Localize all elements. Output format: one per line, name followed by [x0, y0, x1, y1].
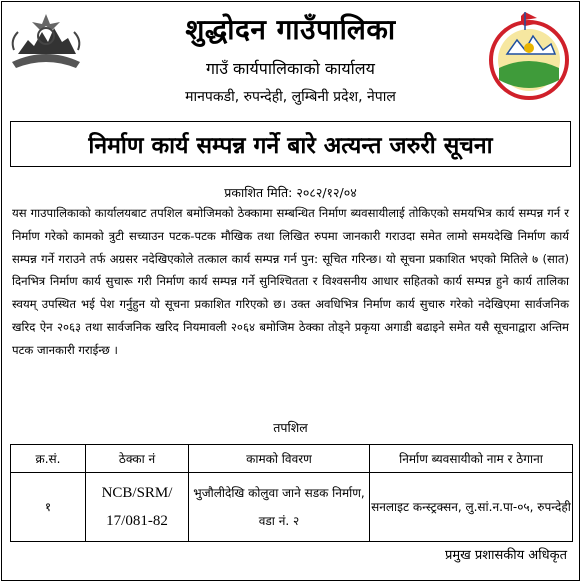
municipality-logo-icon [485, 10, 573, 102]
col-sn: क्र.सं. [11, 445, 86, 473]
col-work: कामको विवरण [189, 445, 370, 473]
table-row [11, 473, 573, 542]
office-address: मानपकडी, रुपन्देही, लुम्बिनी प्रदेश, नेपाल [185, 89, 396, 105]
cell-contractor: सनलाइट कन्स्ट्रक्सन, लु.सां.न.पा-०५, रुपन्देही [370, 473, 573, 542]
signature-designation: प्रमुख प्रशासकीय अधिकृत [444, 548, 567, 563]
col-contract-no: ठेक्का नं [86, 445, 189, 473]
cell-sn: १ [11, 473, 86, 542]
published-date-value: २०८२/१२/०४ [296, 185, 357, 200]
notice-title: निर्माण कार्य सम्पन्न गर्ने बारे अत्यन्त जरुरी सूचना [10, 121, 571, 167]
letterhead [2, 2, 579, 112]
office-subtitle: गाउँ कार्यपालिकाको कार्यालय [206, 59, 375, 78]
cell-contract-no: NCB/SRM/ 17/081-82 [86, 473, 189, 542]
published-label: प्रकाशित मिति: [224, 185, 293, 200]
cell-work: भुजौलीदेखि कोलुवा जाने सडक निर्माण, वडा नं. २ [189, 473, 370, 542]
notice-body: यस गाउपालिकाको कार्यालयबाट तपशिल बमोजिमको ठेक्कामा सम्बन्धित निर्माण ब्यवसायीलाई तोकिएको समयभित्र कार्य सम्पन्न गर्न र निर्माण गरेको कामको त्रुटी सच्याउन पटक-पटक मौखिक तथा लिखित रुपमा जानकारी गराउदा समेत लामो समयदेखि निर्माण कार्य सम्पन्न गर्ने गराउने तर्फ अग्रसर नदेखिएकोले तत्काल कार्य सम्पन्न गर्न पुन: सूचित गरिन्छ। यो सूचना प्रकाशित भएको मितिले ७ (सात) दिनभित्र निर्माण कार्य सुचारू गरी निर्माण कार्य सम्पन्न गर्ने सुनिश्चितता र विश्वसनीय आधार सहितको कार्य सम्पन्न हुने कार्य तालिका स्वयम् उपस्थित भई पेश गर्नुहुन यो सूचना प्रकाशित गरिएको छ। उक्त अवधिभित्र निर्माण कार्य सुचारु गरेको नदेखिएमा सार्वजनिक खरिद ऐन २०६३ तथा सार्वजनिक खरिद नियमावली २०६४ बमोजिम ठेक्का तोड्ने प्रकृया अगाडी बढाइने समेत यसै सूचनाद्वारा अन्तिम पटक जानकारी गराईन्छ । [12, 206, 569, 357]
works-table [10, 444, 573, 542]
details-heading: तपशिल [273, 420, 308, 435]
table-header-row [11, 445, 573, 473]
office-name: शुद्धोदन गाउँपालिका [185, 13, 396, 46]
published-date [2, 184, 579, 201]
col-contractor: निर्माण ब्यवसायीको नाम र ठेगाना [370, 445, 573, 473]
notice-page [1, 1, 580, 581]
